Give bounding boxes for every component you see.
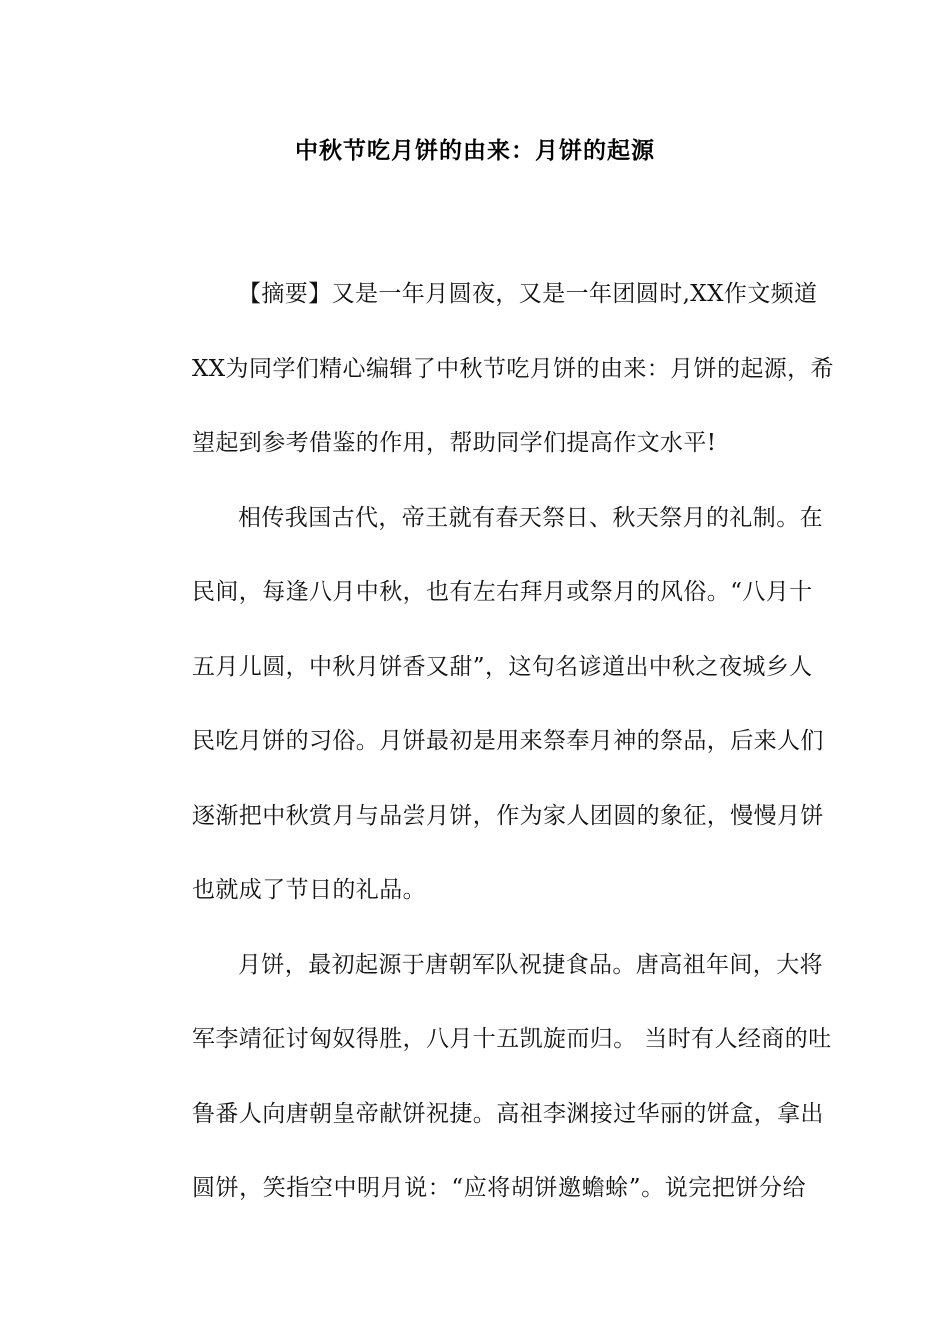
- text-line: 相传我国古代，帝王就有春天祭日、秋天祭月的礼制。在: [238, 504, 823, 531]
- text-line: 鲁番人向唐朝皇帝献饼祝捷。高祖李渊接过华丽的饼盒，拿出: [192, 1100, 824, 1127]
- text-line: 【摘要】又是一年月圆夜，又是一年团圆时,XX作文频道: [238, 281, 818, 307]
- text-line: 民间，每逢八月中秋，也有左右拜月或祭月的风俗。“八月十: [192, 579, 813, 605]
- paragraph-abstract: [146, 257, 834, 481]
- text-line: 望起到参考借鉴的作用，帮助同学们提高作文水平!: [192, 430, 717, 456]
- text-line: 逐渐把中秋赏月与品尝月饼，作为家人团圆的象征，慢慢月饼: [192, 802, 824, 829]
- text-line: 也就成了节日的礼品。: [192, 877, 426, 903]
- text-line: 军李靖征讨匈奴得胜，八月十五凯旋而归。 当时有人经商的吐: [192, 1026, 832, 1052]
- document-body: [146, 257, 834, 1226]
- document-title: 中秋节吃月饼的由来：月饼的起源: [295, 138, 655, 164]
- text-line: 圆饼，笑指空中明月说：“应将胡饼邀蟾蜍”。说完把饼分给: [192, 1175, 806, 1201]
- paragraph-origin: [146, 928, 832, 1226]
- paragraph-tradition: [146, 481, 824, 928]
- text-line: 月饼，最初起源于唐朝军队祝捷食品。唐高祖年间，大将: [238, 951, 823, 978]
- text-line: XX为同学们精心编辑了中秋节吃月饼的由来：月饼的起源，希: [192, 355, 834, 382]
- text-line: 民吃月饼的习俗。月饼最初是用来祭奉月神的祭品，后来人们: [192, 728, 824, 754]
- text-line: 五月儿圆，中秋月饼香又甜”，这句名谚道出中秋之夜城乡人: [192, 653, 813, 680]
